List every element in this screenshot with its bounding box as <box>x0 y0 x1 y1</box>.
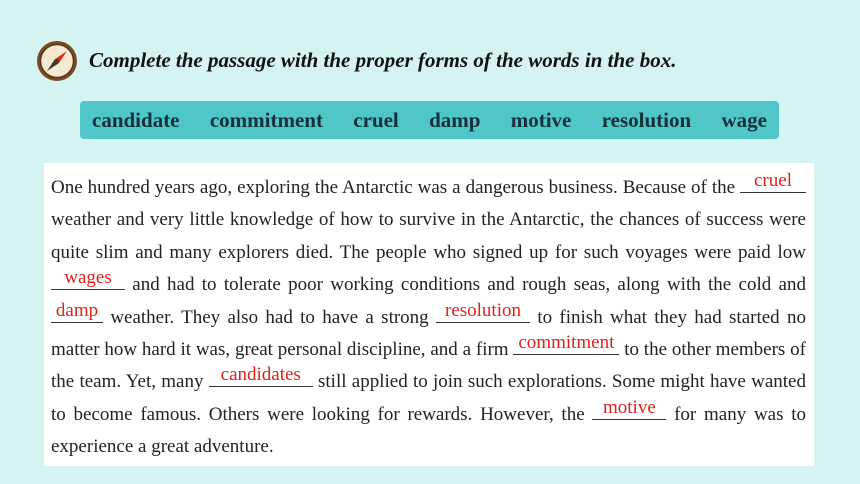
answer-3: damp <box>55 299 99 321</box>
passage-segment: One hundred years ago, exploring the Antarctic was a dangerous business. Because of the <box>51 177 740 198</box>
passage-segment: weather and very little knowledge of how to survive in the Antarctic, the chances of success were quite slim and many explorers died. The people who signed up for such voyages were paid low <box>51 209 806 263</box>
word-motive: motive <box>510 107 572 132</box>
passage-text <box>51 172 806 464</box>
blank-6[interactable] <box>209 364 313 387</box>
passage-box <box>44 163 814 466</box>
blank-7[interactable] <box>592 396 666 420</box>
passage-segment: to the other members of the team. Yet, many <box>51 339 806 393</box>
blank-3[interactable] <box>51 299 103 323</box>
answer-7: motive <box>602 396 656 418</box>
answer-6: candidates <box>220 364 301 386</box>
word-candidate: candidate <box>92 107 180 132</box>
passage-segment: to finish what they had started no matter how hard it was, great personal discipline, and a firm <box>51 306 806 361</box>
blank-5[interactable] <box>513 332 619 355</box>
blank-1[interactable] <box>740 170 806 193</box>
word-box <box>80 101 779 139</box>
word-cruel: cruel <box>353 107 399 132</box>
answer-5: commitment <box>518 332 615 354</box>
word-resolution: resolution <box>601 107 692 132</box>
word-damp: damp <box>429 107 481 132</box>
compass-icon <box>36 40 78 82</box>
passage-segment: and had to tolerate poor working conditions and rough seas, along with the cold and <box>125 274 806 296</box>
passage-segment: weather. They also had to have a strong <box>103 306 436 328</box>
answer-1: cruel <box>754 170 792 191</box>
blank-2[interactable] <box>51 267 125 290</box>
word-wage: wage <box>721 107 767 132</box>
passage-segment: still applied to join such explorations. Some might have wanted to become famous. Others were looking for rewards. However, the <box>51 371 806 425</box>
answer-2: wages <box>64 267 112 289</box>
answer-4: resolution <box>445 299 521 321</box>
word-commitment: commitment <box>209 107 323 132</box>
passage-segment: for many was to experience a great adventure. <box>51 403 806 458</box>
blank-4[interactable] <box>436 299 530 323</box>
instruction-text: Complete the passage with the proper forms of the words in the box. <box>89 48 677 72</box>
